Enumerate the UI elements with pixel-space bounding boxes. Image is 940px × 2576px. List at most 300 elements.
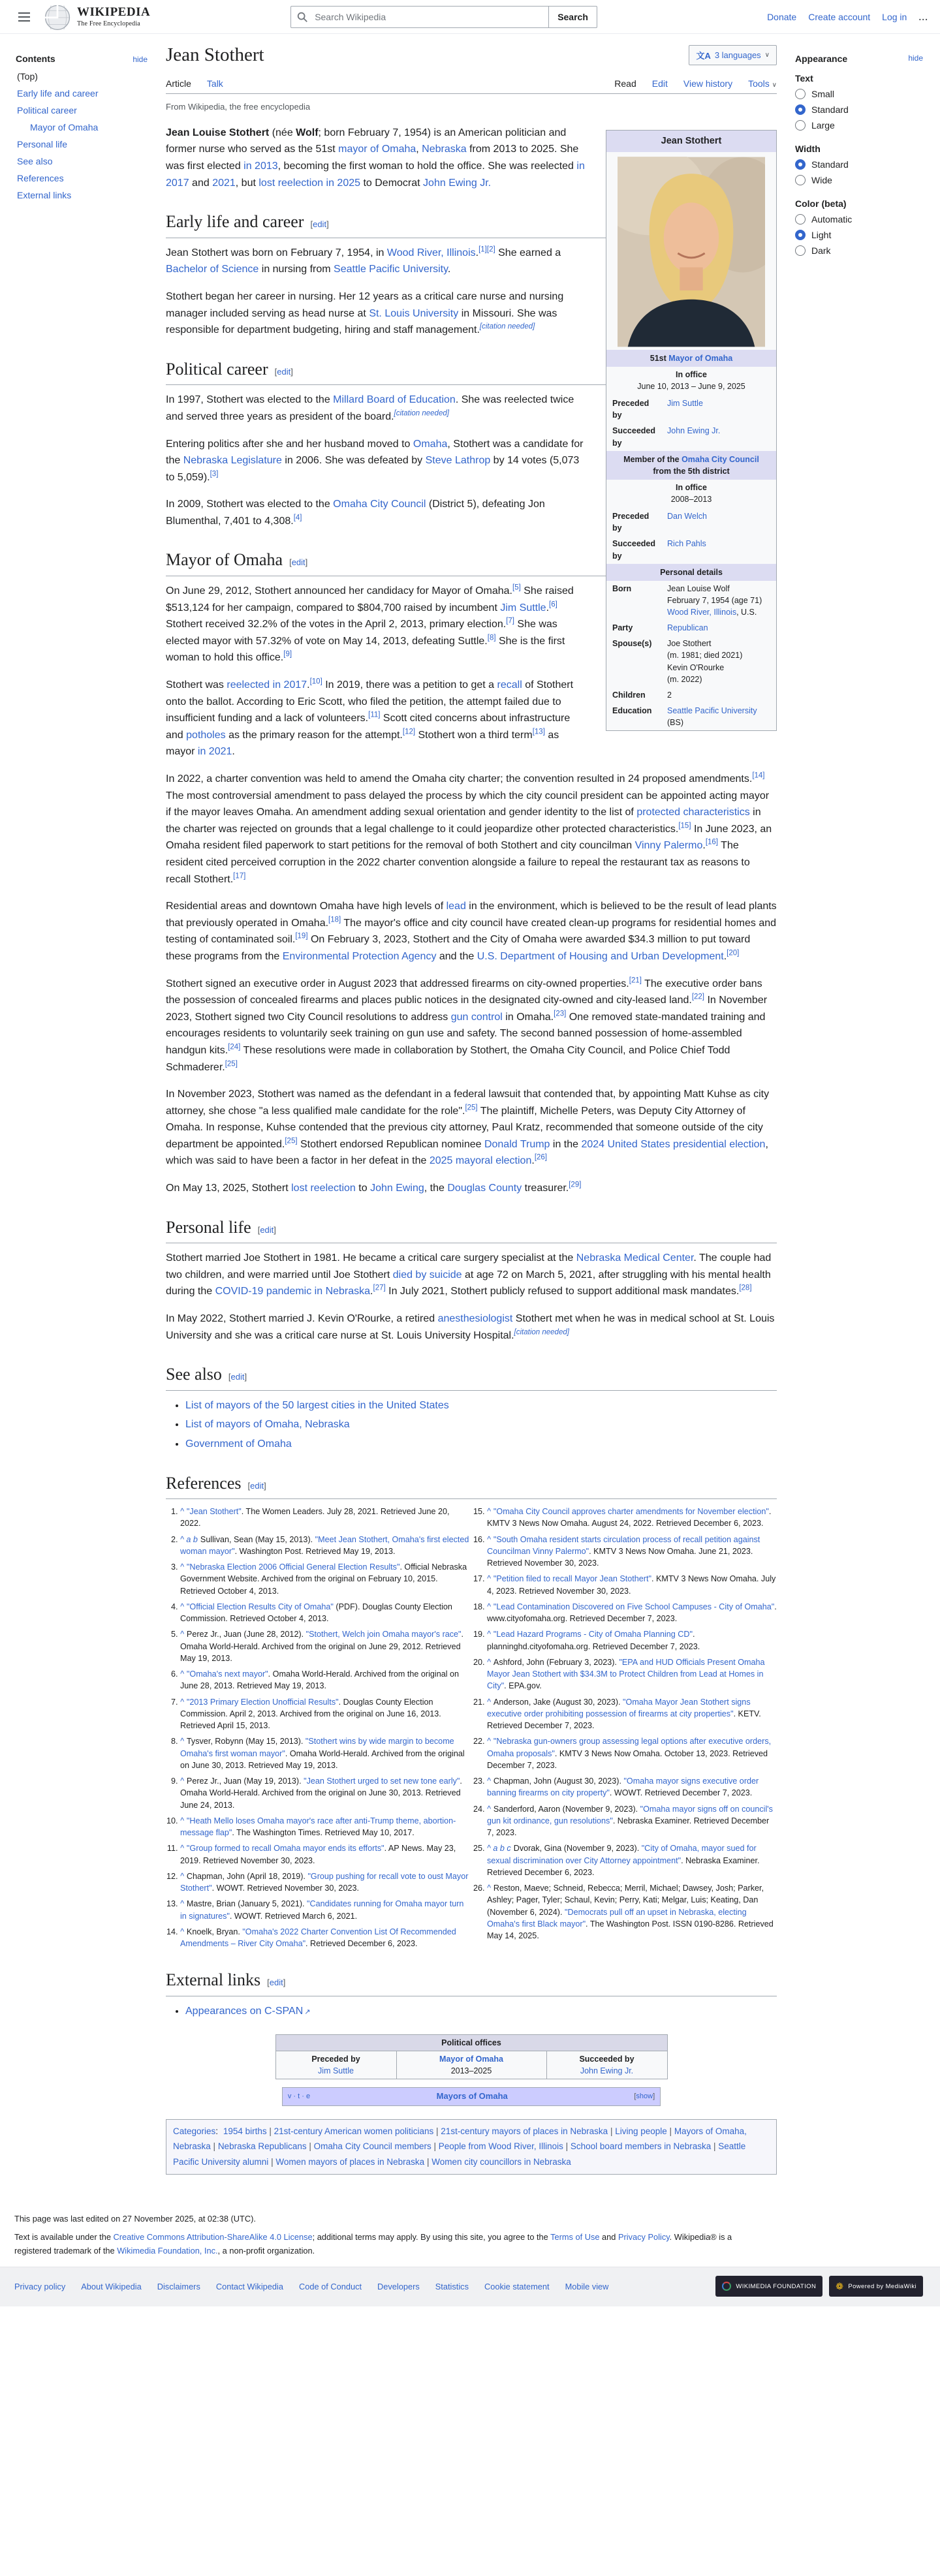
reference-backlink[interactable]: ^ [180, 1630, 184, 1639]
reference-details: . planninghd.cityofomaha.org. Retrieved December 7, 2023. [487, 1630, 700, 1651]
reference-backlink[interactable]: ^ [180, 1927, 184, 1936]
see-also-item [185, 1416, 777, 1433]
inline-link[interactable]: Terms of Use [550, 2232, 600, 2242]
inline-link[interactable]: Wikimedia Foundation, Inc. [117, 2245, 218, 2256]
reference-backlink[interactable]: ^ [487, 1804, 491, 1814]
reference-backlink[interactable]: ^ [180, 1507, 184, 1517]
category-link[interactable]: Living people [615, 2126, 667, 2136]
inline-link[interactable]: Douglas County [447, 1183, 522, 1194]
council-term: 2008–2013 [670, 495, 712, 504]
reference-details: . WOWT. Retrieved December 7, 2023. [609, 1788, 753, 1798]
inline-link[interactable]: Steve Lathrop [425, 455, 491, 467]
footer-link[interactable]: Code of Conduct [298, 2281, 362, 2291]
wikipedia-globe-icon [43, 3, 72, 31]
party-label: Party [612, 623, 633, 633]
tools-menu[interactable]: Tools ∨ [748, 78, 777, 89]
edit-link[interactable]: edit [250, 1480, 264, 1491]
reference-title-link[interactable]: "Meet Jean Stothert, Omaha's first elected woman mayor" [180, 1534, 469, 1556]
reference-item [487, 1601, 777, 1625]
footer-link[interactable]: About Wikipedia [81, 2281, 142, 2291]
edit-link[interactable]: edit [277, 366, 291, 377]
inline-link[interactable]: in 2021 [197, 746, 232, 758]
reference-backlink[interactable]: ^ [487, 1507, 491, 1517]
reference-backlink[interactable]: ^ [487, 1697, 491, 1707]
reference-details: . EPA.gov. [504, 1681, 542, 1691]
radio-icon [795, 89, 806, 99]
reference-backlink[interactable]: ^ [487, 1657, 491, 1667]
citation-link[interactable]: [14] [752, 771, 765, 780]
citation-link[interactable]: [19] [295, 933, 308, 941]
reference-title-link[interactable]: "Democrats pull off an upset in Nebraska, electing Omaha's first Black mayor" [487, 1907, 747, 1929]
category-item [610, 2126, 667, 2136]
infobox [606, 130, 777, 731]
office-term: 2013–2025 [450, 2066, 492, 2075]
reference-title-link[interactable]: "Lead Contamination Discovered on Five School Campuses - City of Omaha" [493, 1602, 775, 1611]
reference-title-link[interactable]: "Jean Stothert urged to set new tone early" [304, 1777, 460, 1786]
reference-backlink[interactable]: ^ a b c [487, 1844, 511, 1854]
office-link[interactable]: Mayor of Omaha [668, 353, 733, 363]
section-heading-references: References [edit] [166, 1470, 777, 1500]
view-read[interactable]: Read [614, 78, 636, 89]
reference-title-link[interactable]: "South Omaha resident starts circulation process of recall petition against Councilman Vinny Palermo" [487, 1534, 760, 1556]
edit-link[interactable]: edit [313, 219, 327, 230]
color-dark-radio[interactable]: Dark [795, 245, 923, 256]
navbox-vte-links[interactable]: v · t · e [287, 2092, 311, 2100]
reference-backlink[interactable]: ^ [487, 1630, 491, 1639]
inline-link[interactable]: Bachelor of Science [166, 264, 259, 275]
reference-item [180, 1775, 470, 1811]
view-edit[interactable]: Edit [651, 78, 668, 89]
reference-backlink[interactable]: ^ [487, 1737, 491, 1746]
citation-link[interactable]: [25] [465, 1104, 478, 1112]
reference-title-link[interactable]: "Jean Stothert" [186, 1507, 242, 1517]
contents-item-see-also[interactable]: See also [17, 156, 53, 166]
reference-details: . AP News. May 23, 2019. Retrieved November 30, 2023. [180, 1844, 456, 1865]
inline-link[interactable]: Omaha [413, 438, 448, 450]
see-also-list [185, 1397, 777, 1453]
color-automatic-radio[interactable]: Automatic [795, 214, 923, 225]
reference-title-link[interactable]: "Group formed to recall Omaha mayor ends its efforts" [186, 1844, 384, 1854]
inline-link[interactable]: protected characteristics [636, 807, 750, 818]
reference-backlink[interactable]: ^ [180, 1777, 184, 1786]
reference-backlink[interactable]: ^ [487, 1777, 491, 1786]
reference-title-link[interactable]: "Omaha City Council approves charter amendments for November election" [493, 1507, 769, 1517]
reference-title-link[interactable]: "Omaha mayor signs off on council's gun kit ordinance, gun resolutions" [487, 1804, 773, 1825]
reference-authors: Dvorak, Gina (November 9, 2023). [513, 1844, 642, 1854]
inline-link[interactable]: died by suicide [392, 1269, 462, 1280]
footer-link[interactable]: Privacy policy [14, 2281, 66, 2291]
create-account-link[interactable]: Create account [808, 11, 871, 22]
search-button[interactable]: Search [548, 6, 597, 28]
infobox-in-office: In office June 10, 2013 – June 9, 2025 [606, 367, 777, 396]
inline-link[interactable]: gun control [450, 1011, 503, 1023]
reference-title-link[interactable]: "Group pushing for recall vote to oust Mayor Stothert" [180, 1871, 469, 1893]
citation-link[interactable]: [4] [293, 514, 302, 522]
category-link[interactable]: People from Wood River, Illinois [438, 2141, 563, 2152]
inline-link[interactable]: COVID-19 pandemic in Nebraska [215, 1286, 371, 1297]
contents-item-early-life[interactable]: Early life and career [17, 88, 99, 99]
edit-link[interactable]: edit [230, 1372, 245, 1382]
see-also-link[interactable]: List of mayors of the 50 largest cities in the United States [185, 1399, 449, 1411]
view-history[interactable]: View history [683, 78, 733, 89]
paragraph: Jean Stothert was born on February 7, 1954, in Wood River, Illinois.[1][2] She earned a Bachelor of Science in nursing from Seattle Pacific University. [166, 245, 561, 275]
office-term: June 10, 2013 – June 9, 2025 [637, 382, 745, 392]
reference-title-link[interactable]: "Petition filed to recall Mayor Jean Stothert" [493, 1574, 651, 1584]
preceded-by-link[interactable]: Dan Welch [667, 512, 707, 521]
reference-backlink[interactable]: ^ [180, 1844, 184, 1854]
inline-link[interactable]: Wood River, Illinois [667, 608, 737, 617]
inline-link[interactable]: lost reelection in 2025 [258, 177, 361, 189]
office-link[interactable]: Mayor of Omaha [439, 2054, 503, 2064]
inline-link[interactable]: recall [497, 679, 522, 691]
contents-item-political-career[interactable]: Political career [17, 105, 77, 116]
education-label: Education [612, 706, 652, 715]
citation-link[interactable]: [15] [678, 822, 691, 830]
born-label: Born [612, 583, 632, 593]
inline-link[interactable]: lost reelection [291, 1183, 356, 1194]
inline-link[interactable]: John Ewing [370, 1183, 424, 1194]
contents-item-mayor-of-omaha[interactable]: Mayor of Omaha [30, 122, 99, 132]
inline-link[interactable]: St. Louis University [369, 307, 459, 319]
reference-item [487, 1534, 777, 1570]
citation-link[interactable]: [27] [373, 1284, 386, 1293]
born-value: Jean Louise Wolf February 7, 1954 (age 71) Wood River, Illinois, U.S. [667, 583, 762, 617]
reference-backlink[interactable]: ^ [487, 1534, 491, 1544]
citation-link[interactable]: [26] [534, 1154, 547, 1162]
appearance-title: Appearance [795, 54, 848, 64]
category-item [269, 2126, 433, 2136]
inline-link[interactable]: anesthesiologist [437, 1313, 513, 1325]
inline-link[interactable]: John Ewing Jr. [423, 177, 492, 189]
inline-link[interactable]: potholes [186, 729, 226, 741]
reference-title-link[interactable]: "Nebraska gun-owners group assessing legal options after executive orders, Omaha proposals" [487, 1737, 772, 1758]
donate-link[interactable]: Donate [767, 11, 797, 22]
reference-item [487, 1803, 777, 1839]
main-menu-button[interactable] [12, 10, 37, 24]
citation-link[interactable]: [25] [285, 1137, 298, 1145]
portrait-photo[interactable] [618, 157, 765, 347]
text-large-radio[interactable]: Large [795, 120, 923, 131]
citation-link[interactable]: [28] [739, 1284, 752, 1293]
see-also-link[interactable]: Government of Omaha [185, 1438, 292, 1450]
citation-link[interactable]: [7] [506, 617, 514, 625]
contents-item-external-links[interactable]: External links [17, 190, 72, 200]
edit-link[interactable]: edit [269, 1978, 283, 1988]
succession-succeeded-cell: Succeeded by John Ewing Jr. [546, 2051, 667, 2079]
inline-link[interactable]: Creative Commons Attribution-ShareAlike 4.0 License [113, 2232, 313, 2242]
footer-link[interactable]: Developers [377, 2281, 420, 2291]
citation-link[interactable]: [18] [328, 916, 341, 924]
citation-link[interactable]: [5] [512, 583, 521, 592]
paragraph: Stothert married Joe Stothert in 1981. He became a critical care surgery specialist at the Nebraska Medical Center. The couple had two children, and were married until Joe Stothert died by suicide at age 72 on March 5, 2021, after struggling with his mental health during the COVID-19 pandemic in Nebraska.[27] In July 2021, Stothert publicly refused to support additional mask mandates.[28] [166, 1252, 772, 1297]
reference-backlink[interactable]: ^ [180, 1697, 184, 1707]
paragraph: In May 2022, Stothert married J. Kevin O'Rourke, a retired anesthesiologist Stothert met when he was in medical school at St. Louis University and she was a critical care nurse at St. Louis University Hospital.[citation needed] [166, 1313, 775, 1341]
text-small-radio[interactable]: Small [795, 89, 923, 99]
main-content [166, 37, 777, 2180]
footer-link[interactable]: Cookie statement [484, 2281, 550, 2291]
references-list [166, 1506, 777, 1949]
inline-link[interactable]: Millard Board of Education [333, 394, 456, 406]
paragraph: Stothert began her career in nursing. Her 12 years as a critical care nurse and nursing manager included serving as head nurse at St. Louis University in Missouri. She was responsible for department budgeting, hiring and staff management.[citation needed] [166, 290, 564, 336]
citation-link[interactable]: [8] [487, 634, 496, 642]
wikipedia-logo[interactable] [43, 3, 150, 31]
citation-link[interactable]: [23] [554, 1010, 567, 1018]
citation-link[interactable]: [6] [549, 600, 557, 609]
reference-title-link[interactable]: "EPA and HUD Officials Present Omaha Mayor Jean Stothert with $34.3M to Protect Children from Lead at Homes in City" [487, 1657, 765, 1691]
reference-details: . www.cityofomaha.org. Retrieved December 7, 2023. [487, 1602, 777, 1624]
citation-link[interactable]: [11] [368, 711, 381, 719]
citation-link[interactable]: [29] [569, 1181, 582, 1189]
last-edited-note: This page was last edited on 27 November 2025, at 02:38 (UTC). [14, 2213, 256, 2224]
reference-item [180, 1735, 470, 1771]
citation-link[interactable]: [10] [309, 677, 322, 686]
contents-hide-button[interactable]: hide [133, 55, 148, 64]
reference-item [180, 1696, 470, 1732]
reference-details: . Nebraska Examiner. Retrieved December 6, 2023. [487, 1855, 760, 1877]
reference-title-link[interactable]: "2013 Primary Election Unofficial Results" [186, 1697, 339, 1707]
page-title: Jean Stothert [166, 44, 264, 65]
education-value: Seattle Pacific University (BS) [667, 706, 757, 728]
reference-details: . Retrieved December 6, 2023. [306, 1939, 418, 1949]
radio-selected-icon [795, 104, 806, 115]
more-options-button[interactable]: ... [918, 11, 928, 22]
paragraph: In November 2023, Stothert was named as the defendant in a federal lawsuit that contended that, by appointing Matt Kuhse as city attorney, she chose "a less qualified male candidate for the role".[25] The plaintiff, Michelle Peters, was Deputy City Attorney of Omaha. In response, Kuhse contended that the previous city attorney, Paul Kratz, recommended that someone outside of the city department be appointed.[25] Stothert endorsed Republican nominee Donald Trump in the 2024 United States presidential election, which was said to have been a factor in her defeat in the 2025 mayoral election.[26] [166, 1089, 770, 1167]
citation-link[interactable]: [12] [402, 728, 416, 736]
category-link[interactable]: 21st-century American women politicians [274, 2126, 434, 2136]
inline-link[interactable]: in 2017 [166, 160, 585, 189]
inline-link[interactable]: Nebraska [422, 144, 467, 155]
reference-item [487, 1506, 777, 1530]
reference-title-link[interactable]: "Omaha Mayor Jean Stothert signs executive order prohibiting possession of firearms at city properties" [487, 1697, 751, 1718]
reference-backlink[interactable]: ^ [180, 1669, 184, 1679]
external-link[interactable]: Appearances on C-SPAN [185, 2006, 304, 2017]
inline-link[interactable]: in 2013 [243, 160, 278, 172]
reference-backlink[interactable]: ^ [180, 1562, 184, 1572]
reference-title-link[interactable]: "Official Election Results City of Omaha" [186, 1602, 334, 1611]
spouses-value: Joe Stothert (m. 1981; died 2021) Kevin O'Rourke (m. 2022) [667, 639, 743, 684]
reference-item [180, 1815, 470, 1839]
citation-link[interactable]: [24] [228, 1043, 241, 1051]
languages-button[interactable] [689, 45, 777, 65]
citation-link[interactable]: [22] [691, 993, 704, 1001]
inline-link[interactable]: lead [446, 901, 466, 912]
contents-sidebar [13, 37, 148, 2180]
reference-item [180, 1534, 470, 1558]
section-heading-mayor-of-omaha: Mayor of Omaha [edit] [166, 546, 777, 576]
navbox-show-button[interactable]: [show] [634, 2092, 655, 2100]
wikimedia-foundation-badge[interactable]: WIKIMEDIA FOUNDATION [715, 2276, 822, 2297]
infobox-council-in-office: In office 2008–2013 [606, 480, 777, 508]
citation-needed-link[interactable]: [citation needed] [479, 322, 535, 331]
citation-link[interactable]: [21] [629, 976, 642, 985]
footer-link[interactable]: Mobile view [565, 2281, 609, 2291]
reference-title-link[interactable]: "Omaha's 2022 Charter Convention List Of Recommended Amendments – River City Omaha" [180, 1927, 456, 1949]
reference-item [487, 1842, 777, 1878]
reference-backlink[interactable]: ^ [487, 1884, 491, 1893]
inline-link[interactable]: Seattle Pacific University [334, 264, 448, 275]
width-standard-radio[interactable]: Standard [795, 159, 923, 170]
inline-link[interactable]: Vinny Palermo [634, 840, 703, 852]
category-link[interactable]: Women mayors of places in Nebraska [275, 2157, 425, 2167]
preceded-by-link[interactable]: Jim Suttle [318, 2066, 354, 2075]
reference-authors: Sullivan, Sean (May 15, 2013). [200, 1534, 315, 1544]
inline-link[interactable]: U.S. Department of Housing and Urban Development [477, 950, 724, 962]
page-body [0, 34, 940, 2180]
width-wide-radio[interactable]: Wide [795, 175, 923, 185]
category-link[interactable]: School board members in Nebraska [570, 2141, 712, 2152]
reference-backlink[interactable]: ^ [180, 1899, 184, 1909]
inline-link[interactable]: Wood River, Illinois [386, 247, 476, 258]
radio-icon [795, 245, 806, 256]
categories-colon: : [215, 2126, 219, 2136]
preceded-by-label: Preceded by [612, 399, 650, 420]
reference-authors: Tysver, Robynn (May 15, 2013). [186, 1737, 306, 1746]
footer-link[interactable]: Statistics [435, 2281, 469, 2291]
reference-title-link[interactable]: "Candidates running for Omaha mayor turn in signatures" [180, 1899, 464, 1921]
edit-link[interactable]: edit [260, 1224, 274, 1235]
reference-title-link[interactable]: "Heath Mello loses Omaha mayor's race after anti-Trump theme, abortion-message flap" [180, 1816, 456, 1838]
external-links-list [185, 2003, 777, 2020]
lead-paragraph: Jean Louise Stothert (née Wolf; born February 7, 1954) is an American politician and former nurse who served as the 51st mayor of Omaha, Nebraska from 2013 to 2025. She was first elected in 2013, becoming the first woman to hold the office. She was reelected in 2017 and 2021, but lost reelection in 2025 to Democrat John Ewing Jr. [166, 127, 585, 189]
paragraph: Entering politics after she and her husband moved to Omaha, Stothert was a candidate for the Nebraska Legislature in 2006. She was defeated by Steve Lathrop by 14 votes (5,073 to 5,059).[3] [166, 438, 584, 483]
color-light-radio[interactable]: Light [795, 230, 923, 240]
category-link[interactable]: Nebraska Republicans [217, 2141, 307, 2152]
paragraph: In 2009, Stothert was elected to the Omaha City Council (District 5), defeating Jon Blumenthal, 7,401 to 4,308.[4] [166, 499, 545, 527]
reference-title-link[interactable]: "Omaha mayor signs executive order banning firearms on city property" [487, 1777, 759, 1798]
footer-link-item [299, 2282, 362, 2291]
inline-link[interactable]: 2021 [212, 177, 236, 189]
inline-link[interactable]: mayor of Omaha [338, 144, 416, 155]
citation-needed-link[interactable]: [citation needed] [394, 409, 449, 418]
preceded-by-link[interactable]: Jim Suttle [667, 399, 703, 409]
succeeded-by-link[interactable]: Rich Pahls [667, 539, 706, 549]
category-item [436, 2126, 608, 2136]
reference-title-link[interactable]: "Lead Hazard Programs - City of Omaha Planning CD" [493, 1630, 693, 1639]
reference-details: . WOWT. Retrieved March 6, 2021. [229, 1911, 358, 1921]
log-in-link[interactable]: Log in [882, 11, 907, 22]
contents-item-personal-life[interactable]: Personal life [17, 139, 68, 149]
chevron-down-icon: ∨ [772, 82, 777, 89]
category-link[interactable]: Omaha City Council members [313, 2141, 431, 2152]
reference-title-link[interactable]: "Omaha's next mayor" [186, 1669, 268, 1679]
reference-details: . KMTV 3 News Now Omaha. July 4, 2023. Retrieved November 30, 2023. [487, 1574, 776, 1596]
citation-needed-link[interactable]: [citation needed] [514, 1328, 569, 1337]
paragraph: On June 29, 2012, Stothert announced her candidacy for Mayor of Omaha.[5] She raised $513,124 for her campaign, compared to $804,700 raised by incumbent Jim Suttle.[6] Stothert received 32.2% of the votes in the April 2, 2013, primary election.[7] She was elected mayor with 57.32% of vote on May 14, 2013, defeating Suttle.[8] She is the first woman to hold this office.[9] [166, 583, 574, 664]
inline-link[interactable]: Seattle Pacific University [667, 706, 757, 715]
footer-link[interactable]: Disclaimers [157, 2281, 200, 2291]
appearance-hide-button[interactable]: hide [908, 54, 923, 63]
tab-talk[interactable]: Talk [206, 78, 223, 89]
reference-authors: Ashford, John (February 3, 2023). [493, 1657, 619, 1667]
footer-links [14, 2282, 608, 2291]
category-link[interactable]: Seattle Pacific University alumni [173, 2141, 746, 2167]
reference-backlink[interactable]: ^ [180, 1816, 184, 1825]
footer-link-item [565, 2282, 609, 2291]
radio-icon [795, 214, 806, 225]
reference-item [487, 1882, 777, 1942]
party-link[interactable]: Republican [667, 623, 708, 633]
citation-link[interactable]: [1][2] [478, 245, 495, 254]
citation-link[interactable]: [9] [283, 651, 292, 659]
category-link[interactable]: 21st-century mayors of places in Nebraska [441, 2126, 608, 2136]
reference-title-link[interactable]: "City of Omaha, mayor sued for sexual discrimination over City Attorney appointment" [487, 1844, 757, 1865]
citation-link[interactable]: [20] [727, 949, 740, 957]
inline-link[interactable]: Omaha City Council [333, 499, 426, 510]
inline-link[interactable]: Jim Suttle [500, 602, 546, 613]
inline-link[interactable]: 2024 United States presidential election [581, 1138, 766, 1150]
contents-item-top[interactable]: (Top) [17, 71, 38, 82]
contents-item-references[interactable]: References [17, 173, 64, 183]
category-link[interactable]: 1954 births [223, 2126, 267, 2136]
citation-link[interactable]: [17] [233, 872, 246, 880]
radio-selected-icon [795, 230, 806, 240]
text-standard-radio[interactable]: Standard [795, 104, 923, 115]
mediawiki-badge[interactable]: ❁ Powered by MediaWiki [829, 2276, 923, 2297]
chevron-down-icon: ∨ [764, 52, 770, 59]
infobox-office-header: 51st Mayor of Omaha [606, 350, 777, 367]
footer-link[interactable]: Contact Wikipedia [215, 2281, 283, 2291]
inline-link[interactable]: reelected in 2017 [227, 679, 307, 691]
reference-backlink[interactable]: ^ [487, 1602, 491, 1611]
tab-article[interactable]: Article [166, 78, 191, 89]
citation-link[interactable]: [25] [225, 1060, 238, 1068]
reference-backlink[interactable]: ^ [180, 1602, 184, 1611]
reference-details: . Omaha World-Herald. Archived from the original on June 30, 2013. Retrieved June 24, 2013. [180, 1777, 462, 1810]
reference-title-link[interactable]: "Stothert, Welch join Omaha mayor's race" [306, 1630, 462, 1639]
reference-backlink[interactable]: ^ [180, 1737, 184, 1746]
color-group: Color (beta) Automatic Light Dark [795, 198, 923, 256]
site-subtitle: From Wikipedia, the free encyclopedia [166, 102, 311, 112]
inline-link[interactable]: 2025 mayoral election [429, 1155, 532, 1167]
reference-backlink[interactable]: ^ [180, 1871, 184, 1881]
see-also-link[interactable]: List of mayors of Omaha, Nebraska [185, 1419, 350, 1431]
reference-title-link[interactable]: "Nebraska Election 2006 Official General Election Results" [186, 1562, 400, 1572]
license-note: Text is available under the Creative Commons Attribution-ShareAlike 4.0 License; additional terms may apply. By using this site, you agree to the Terms of Use and Privacy Policy. Wikipedia® is a registered trademark of the Wikimedia Foundation, Inc., a non-profit organization. [14, 2232, 732, 2256]
reference-item [180, 1628, 470, 1664]
inline-link[interactable]: Nebraska Legislature [183, 455, 282, 467]
succeeded-by-link[interactable]: John Ewing Jr. [667, 426, 721, 436]
citation-link[interactable]: [13] [532, 728, 545, 736]
categories-box [166, 2119, 777, 2175]
radio-selected-icon [795, 159, 806, 170]
footer-link-item [216, 2282, 283, 2291]
inline-link[interactable]: Omaha City Council [682, 454, 759, 464]
category-item [271, 2157, 424, 2167]
reference-backlink[interactable]: ^ [487, 1574, 491, 1584]
citation-link[interactable]: [16] [705, 839, 718, 847]
appearance-sidebar [795, 37, 923, 2180]
inline-link[interactable]: Nebraska Medical Center [576, 1252, 694, 1264]
edit-link[interactable]: edit [291, 557, 306, 568]
reference-item [180, 1926, 470, 1950]
succeeded-by-label: Succeeded by [612, 426, 656, 448]
reference-item [180, 1506, 470, 1530]
categories-link[interactable]: Categories [173, 2126, 216, 2136]
reference-details: . Washington Post. Retrieved May 19, 2013. [234, 1546, 396, 1556]
citation-link[interactable]: [3] [210, 470, 219, 478]
reference-backlink[interactable]: ^ a b [180, 1534, 198, 1544]
search-input[interactable] [290, 6, 549, 28]
navbox-title-link[interactable]: Mayors of Omaha [436, 2091, 508, 2102]
inline-link[interactable]: Environmental Protection Agency [282, 950, 437, 962]
category-link[interactable]: Mayors of Omaha, Nebraska [173, 2126, 747, 2152]
reference-item [487, 1775, 777, 1799]
inline-link[interactable]: Privacy Policy [618, 2232, 670, 2242]
inline-link[interactable]: Donald Trump [484, 1138, 550, 1150]
reference-title-link[interactable]: "Stothert wins by wide margin to become Omaha's first woman mayor" [180, 1737, 454, 1758]
category-link[interactable]: Women city councillors in Nebraska [431, 2157, 571, 2167]
succeeded-by-link[interactable]: John Ewing Jr. [580, 2066, 634, 2075]
